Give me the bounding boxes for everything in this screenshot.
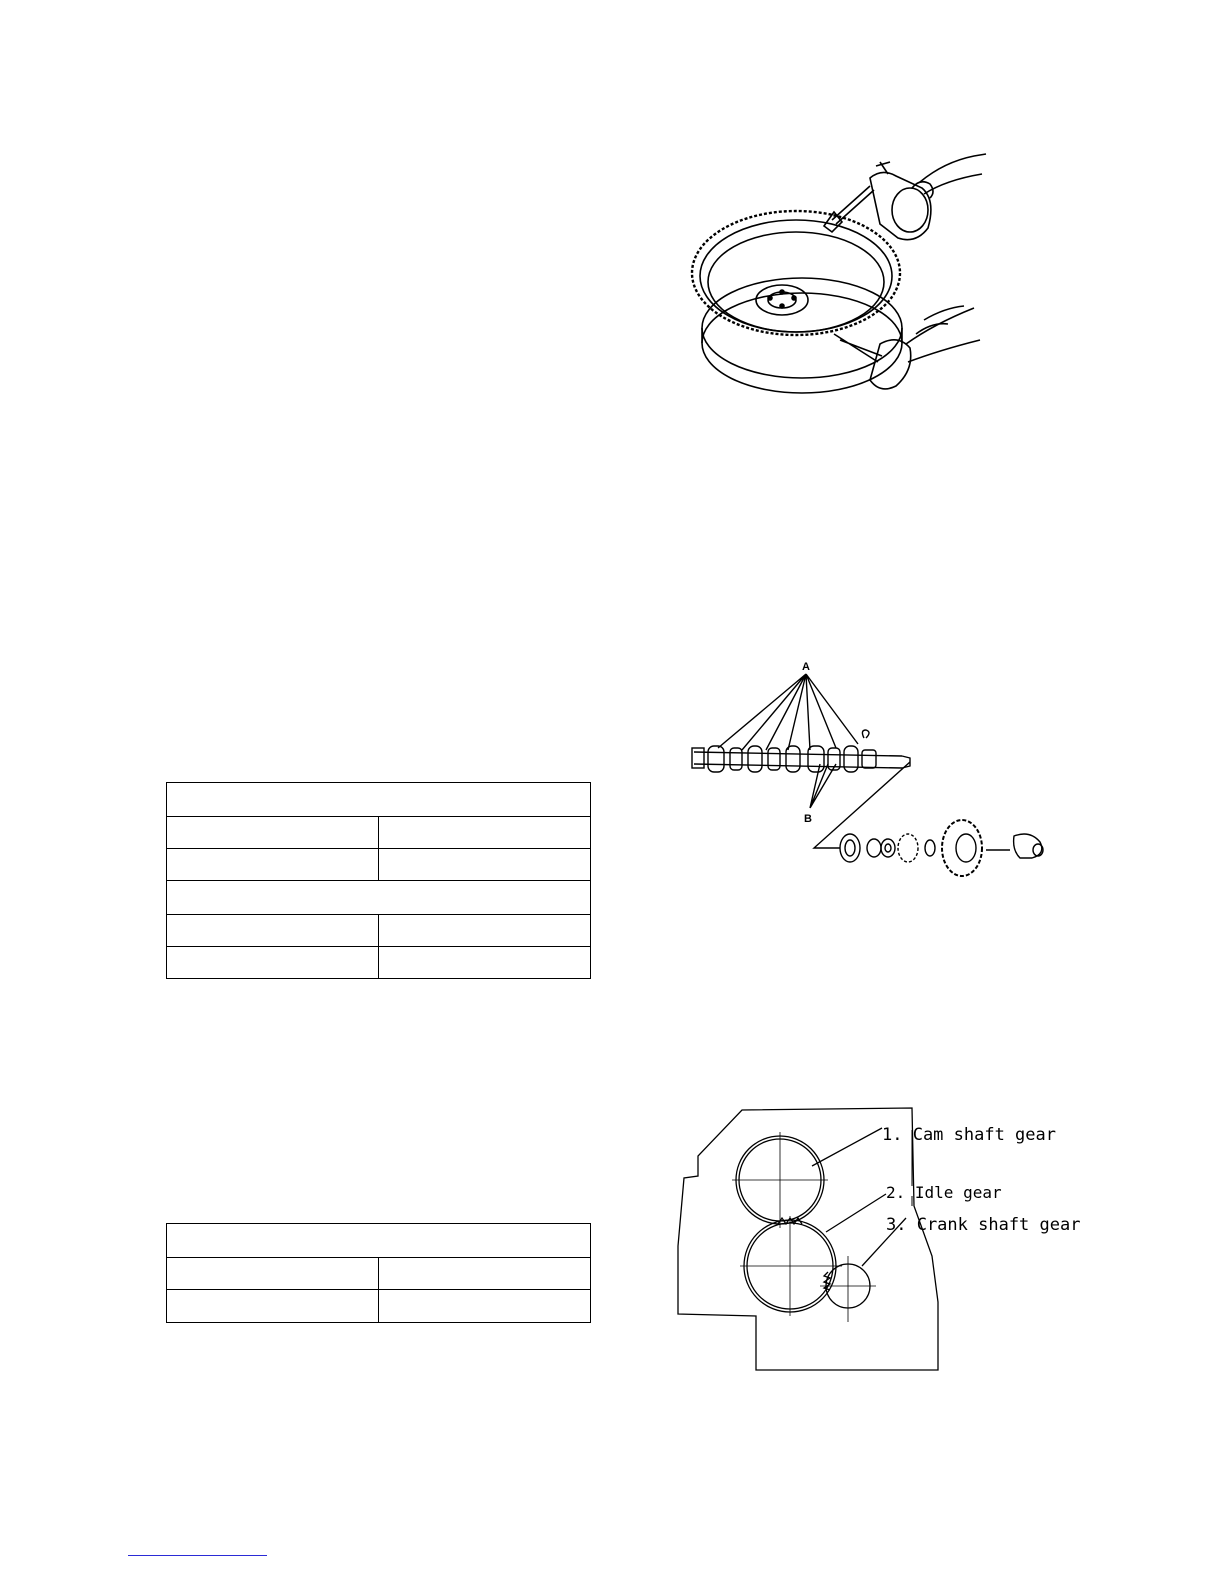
table-row [167, 915, 591, 947]
table-cell [167, 1290, 379, 1323]
table-cell [379, 1290, 591, 1323]
table-cell [167, 881, 591, 915]
table-cell [379, 849, 591, 881]
table-cell [167, 783, 591, 817]
table-cell [379, 947, 591, 979]
table-cell [167, 849, 379, 881]
table-cell [379, 817, 591, 849]
label-a: A [802, 661, 810, 673]
table-row [167, 783, 591, 817]
table-cell [167, 1258, 379, 1290]
table-row [167, 817, 591, 849]
camshaft-exploded-icon [690, 660, 1050, 870]
table-row [167, 1290, 591, 1323]
table-row [167, 947, 591, 979]
table-cell [379, 1258, 591, 1290]
spec-table-1 [166, 782, 591, 979]
gear-label-2: 2. Idle gear [886, 1183, 1002, 1202]
gear-label-1: 1. Cam shaft gear [882, 1125, 1056, 1145]
table-row [167, 1258, 591, 1290]
table-row [167, 1224, 591, 1258]
label-b: B [804, 813, 812, 825]
camshaft-illustration [690, 660, 1050, 870]
gear-train-diagram [676, 1106, 1081, 1376]
table-cell [167, 1224, 591, 1258]
table-cell [379, 915, 591, 947]
flywheel-illustration [684, 148, 986, 402]
footnote-divider [128, 1555, 267, 1556]
table-row [167, 881, 591, 915]
timing-gear-train-icon [676, 1106, 1081, 1376]
gear-label-3: 3. Crank shaft gear [886, 1215, 1081, 1235]
table-cell [167, 915, 379, 947]
table-cell [167, 947, 379, 979]
spec-table-2 [166, 1223, 591, 1323]
table-cell [167, 817, 379, 849]
flywheel-ring-gear-icon [684, 148, 986, 402]
table-row [167, 849, 591, 881]
